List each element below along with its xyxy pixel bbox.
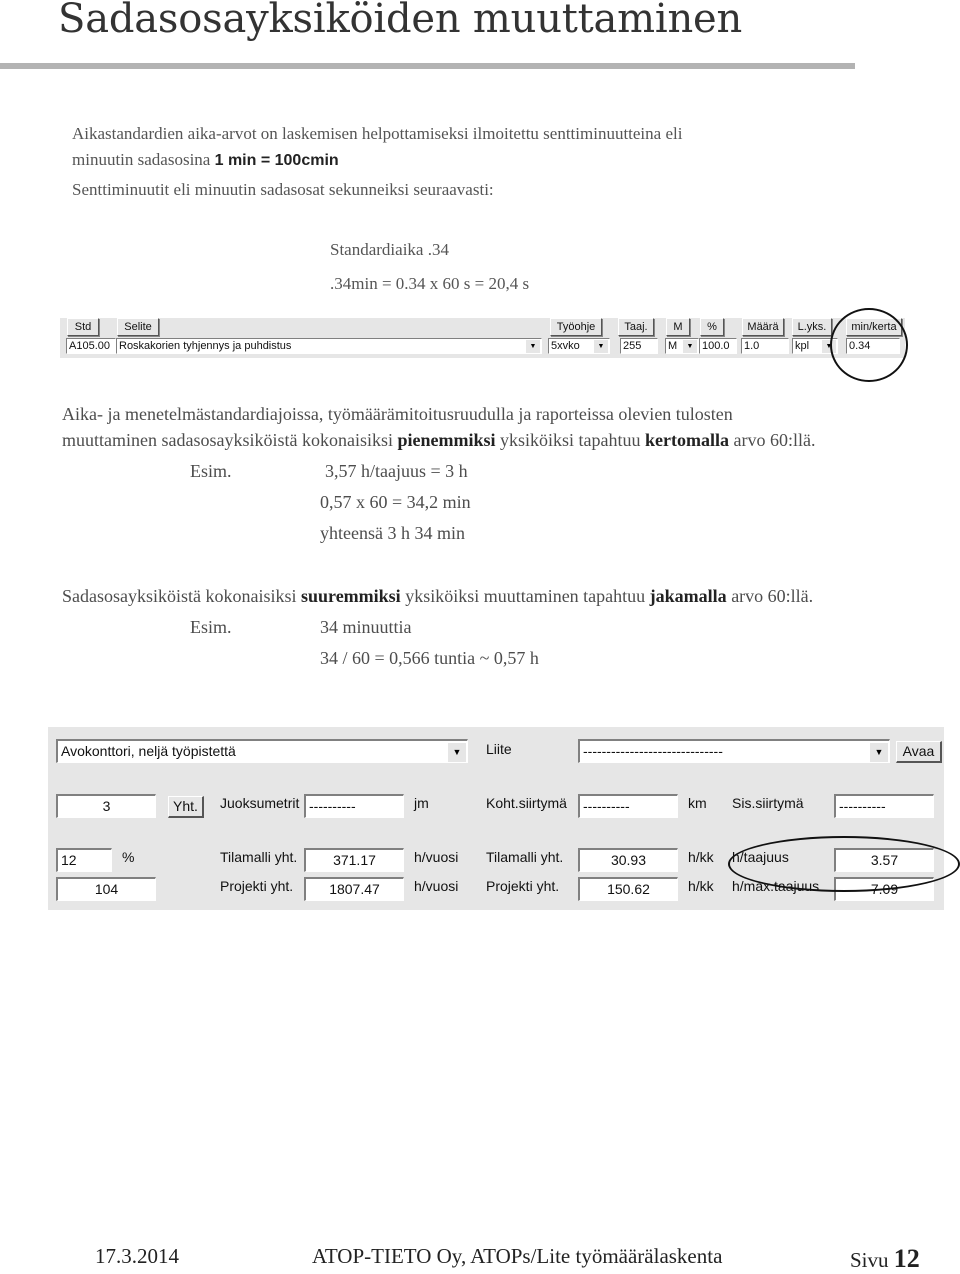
section2-text-a: muuttaminen sadasosayksiköistä kokonaisiksi	[62, 430, 398, 450]
tilamalli-field[interactable]: 371.17	[304, 848, 404, 872]
projekti-field[interactable]: 1807.47	[304, 877, 404, 901]
percent-button[interactable]: %	[700, 318, 724, 336]
standard-form-panel	[60, 318, 905, 358]
koht-siirtyma-label: Koht.siirtymä	[486, 795, 567, 811]
sis-siirtyma-field[interactable]: ----------	[834, 794, 934, 818]
lyks-button[interactable]: L.yks.	[792, 318, 832, 336]
percent-field[interactable]: 12	[56, 848, 112, 872]
count-field[interactable]: 3	[56, 794, 156, 818]
section2-esim: Esim.	[190, 461, 232, 481]
intro-line-2-text: minuutin sadasosina	[72, 150, 215, 169]
percent-field[interactable]: 100.0	[699, 338, 737, 354]
percent-unit: %	[122, 849, 135, 865]
sis-siirtyma-label: Sis.siirtymä	[732, 795, 804, 811]
section2-text-c: yksiköiksi tapahtuu	[495, 430, 645, 450]
chevron-down-icon[interactable]: ▼	[869, 742, 888, 762]
avaa-button[interactable]: Avaa	[896, 741, 942, 763]
km-unit: km	[688, 795, 707, 811]
section3-text-c: yksiköiksi muuttaminen tapahtuu	[400, 586, 650, 606]
example-standard-time: Standardiaika .34	[330, 240, 449, 259]
tilamalli-month-field[interactable]: 30.93	[578, 848, 678, 872]
chevron-down-icon[interactable]: ▼	[525, 340, 540, 353]
min-kerta-button[interactable]: min/kerta	[846, 318, 902, 336]
section2-example-3: yhteensä 3 h 34 min	[320, 523, 465, 543]
section3-line-1	[62, 586, 813, 607]
tyoohje-select[interactable]	[548, 338, 610, 354]
footer-page-number: 12	[893, 1244, 920, 1273]
min-kerta-field[interactable]: 0.34	[846, 338, 900, 354]
page-title: Sadasosayksiköiden muuttaminen	[58, 0, 743, 42]
highlight-circle	[830, 308, 908, 382]
intro-line-3: Senttiminuutit eli minuutin sadasosat sekunneiksi seuraavasti:	[72, 180, 494, 199]
taajuus-button[interactable]: Taaj.	[618, 318, 654, 336]
chevron-down-icon[interactable]: ▼	[821, 340, 836, 353]
footer-page	[850, 1244, 920, 1274]
lyks-select-value: kpl	[795, 340, 810, 352]
section3-bold-larger: suuremmiksi	[301, 586, 401, 606]
liite-select[interactable]	[578, 739, 890, 763]
count2-field[interactable]: 104	[56, 877, 156, 901]
intro-line-2	[72, 150, 339, 170]
h-taajuus-label: h/taajuus	[732, 849, 789, 865]
section2-line-2	[62, 430, 815, 451]
selite-select-value: Roskakorien tyhjennys ja puhdistus	[119, 340, 292, 352]
koht-siirtyma-field[interactable]: ----------	[578, 794, 678, 818]
chevron-down-icon[interactable]: ▼	[682, 340, 697, 353]
footer-page-label: Sivu	[850, 1248, 889, 1272]
h-max-taajuus-field[interactable]: 7.09	[834, 877, 934, 901]
std-button[interactable]: Std	[67, 318, 99, 336]
section2-bold-smaller: pienemmiksi	[397, 430, 496, 450]
projekti-unit: h/vuosi	[414, 878, 459, 894]
example-conversion: .34min = 0.34 x 60 s = 20,4 s	[330, 274, 530, 293]
section3-bold-divide: jakamalla	[649, 586, 727, 606]
space-select-value: Avokonttori, neljä työpistettä	[61, 743, 236, 759]
projekti-month-label: Projekti yht.	[486, 878, 560, 894]
highlight-ellipse	[728, 836, 960, 892]
projekti-month-unit: h/kk	[688, 878, 714, 894]
section2-line-1: Aika- ja menetelmästandardiajoissa, työmäärämitoitusruudulla ja raporteissa olevien tulosten	[62, 404, 733, 424]
intro-formula: 1 min = 100cmin	[214, 152, 339, 169]
selite-button[interactable]: Selite	[117, 318, 159, 336]
intro-line-1: Aikastandardien aika-arvot on laskemisen helpottamiseksi ilmoitettu senttiminuutteina eli	[72, 124, 683, 143]
liite-select-value: ------------------------------	[583, 743, 723, 759]
jm-unit: jm	[414, 795, 429, 811]
h-max-taajuus-label: h/max.taajuus	[732, 878, 820, 894]
section2-example-2: 0,57 x 60 = 34,2 min	[320, 492, 471, 512]
projekti-month-field[interactable]: 150.62	[578, 877, 678, 901]
section2-example-1: 3,57 h/taajuus = 3 h	[325, 461, 468, 481]
maara-button[interactable]: Määrä	[742, 318, 784, 336]
h-taajuus-field[interactable]: 3.57	[834, 848, 934, 872]
section2-text-e: arvo 60:llä.	[728, 430, 816, 450]
juoksumetrit-label: Juoksumetrit	[220, 795, 300, 811]
yht-button[interactable]: Yht.	[168, 796, 204, 818]
space-select[interactable]	[56, 739, 468, 763]
section3-example-1: 34 minuuttia	[320, 617, 412, 637]
section3-esim: Esim.	[190, 617, 232, 637]
section3-example-2: 34 / 60 = 0,566 tuntia ~ 0,57 h	[320, 648, 539, 668]
section3-text-e: arvo 60:llä.	[726, 586, 814, 606]
tyoohje-button[interactable]: Työohje	[550, 318, 602, 336]
footer-date: 17.3.2014	[95, 1244, 179, 1268]
section2-bold-multiply: kertomalla	[645, 430, 729, 450]
m-button[interactable]: M	[666, 318, 690, 336]
m-select-value: M	[668, 340, 678, 352]
title-divider	[0, 63, 855, 69]
projekti-label: Projekti yht.	[220, 878, 294, 894]
juoksumetrit-field[interactable]: ----------	[304, 794, 404, 818]
chevron-down-icon[interactable]: ▼	[447, 742, 466, 762]
section3-text-a: Sadasosayksiköistä kokonaisiksi	[62, 586, 301, 606]
tilamalli-unit: h/vuosi	[414, 849, 459, 865]
tilamalli-month-unit: h/kk	[688, 849, 714, 865]
std-code-field[interactable]: A105.00	[66, 338, 116, 354]
tilamalli-label: Tilamalli yht.	[220, 849, 298, 865]
m-select[interactable]	[665, 338, 699, 354]
selite-select[interactable]	[116, 338, 542, 354]
tilamalli-month-label: Tilamalli yht.	[486, 849, 564, 865]
maara-field[interactable]: 1.0	[741, 338, 789, 354]
taajuus-field[interactable]: 255	[620, 338, 658, 354]
chevron-down-icon[interactable]: ▼	[593, 340, 608, 353]
footer-center: ATOP-TIETO Oy, ATOPs/Lite työmäärälaskenta	[312, 1244, 723, 1268]
liite-label: Liite	[486, 741, 512, 757]
tyoohje-select-value: 5xvko	[551, 340, 580, 352]
